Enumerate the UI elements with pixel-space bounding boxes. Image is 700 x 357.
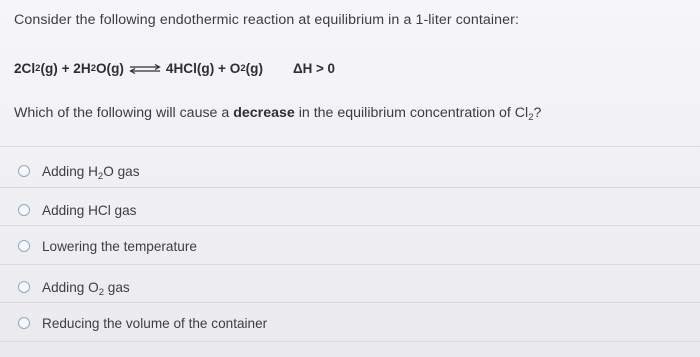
reaction-equation: 2Cl 2 (g) + 2H 2 O(g) 4HCl(g) + O 2 (g) ΔH > 0 — [14, 61, 335, 76]
subscript: 2 — [528, 112, 534, 123]
divider — [0, 187, 700, 188]
radio-button[interactable] — [18, 204, 30, 216]
divider — [0, 302, 700, 303]
answer-option-3[interactable] — [18, 235, 197, 257]
prompt-text-cont: in the equilibrium concentration of Cl — [294, 105, 529, 121]
reactant-h2o-suffix: O(g) — [95, 61, 124, 76]
option-label: Lowering the temperature — [42, 238, 197, 254]
option-label: Adding $H_2O$ gas — [42, 163, 140, 182]
option-label: Adding HCl gas — [42, 202, 137, 218]
divider — [0, 341, 700, 342]
prompt-end: ? — [533, 105, 542, 121]
product-o2-state: (g) — [245, 61, 263, 76]
option-label: Adding $O_2$ gas — [42, 279, 130, 298]
enthalpy-change: ΔH > 0 — [292, 61, 335, 76]
radio-button[interactable] — [18, 165, 30, 177]
question-intro: Consider the following endothermic reaction at equilibrium in a 1-liter container: — [14, 12, 520, 28]
answer-option-4[interactable] — [18, 276, 130, 298]
answer-option-5[interactable] — [18, 312, 267, 334]
option-label: Reducing the volume of the container — [42, 315, 268, 331]
products: 4HCl(g) + O — [165, 61, 241, 76]
radio-button[interactable] — [18, 317, 30, 329]
equilibrium-arrow-icon — [128, 64, 162, 74]
answer-option-2[interactable] — [18, 199, 136, 221]
question-prompt — [14, 105, 541, 121]
prompt-emphasis: decrease — [233, 105, 295, 121]
radio-button[interactable] — [18, 240, 30, 252]
divider — [0, 264, 700, 265]
reactant-h2o-prefix: (g) + 2H — [40, 61, 91, 76]
prompt-text: Which of the following will cause a — [14, 105, 234, 121]
radio-button[interactable] — [18, 281, 30, 293]
answer-option-1[interactable] — [18, 160, 140, 182]
divider — [0, 225, 700, 226]
reactant-cl2: 2Cl — [14, 61, 36, 76]
divider — [0, 146, 700, 147]
